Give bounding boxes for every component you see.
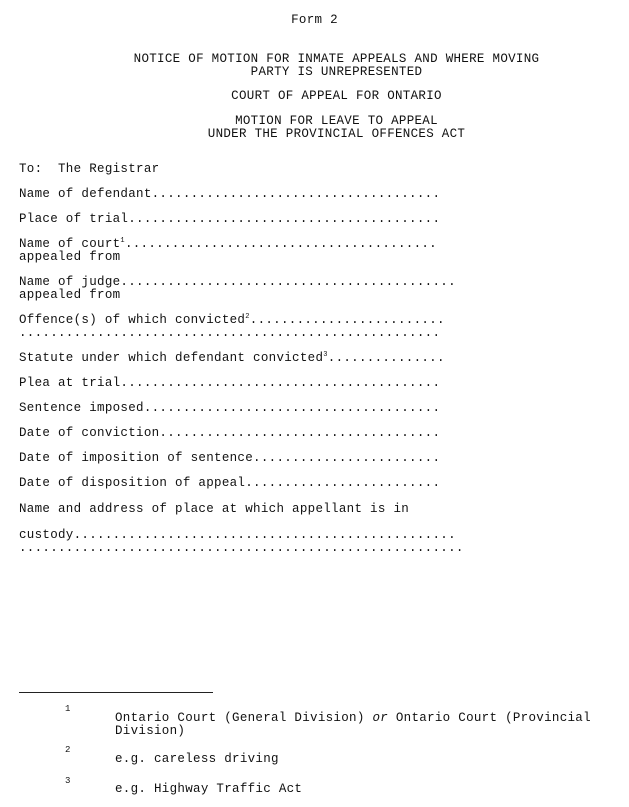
footnote-ref-1: 1 <box>120 237 125 245</box>
field-court-cont: appealed from <box>19 250 121 264</box>
footnote-3-num: 3 <box>65 776 71 786</box>
footnote-ref-2: 2 <box>245 313 250 321</box>
field-custody-cont-2: ......................................................... <box>19 541 464 555</box>
field-sentence: Sentence imposed...................................... <box>19 401 441 415</box>
field-defendant: Name of defendant..................................... <box>19 187 441 201</box>
footnote-1-text-a: Ontario Court (General Division) <box>115 711 373 725</box>
footnote-3-text: e.g. Highway Traffic Act <box>115 782 303 796</box>
field-offence <box>19 313 445 327</box>
footnote-1-or: or <box>372 711 389 725</box>
field-conviction-date: Date of conviction.................................... <box>19 426 441 440</box>
footnote-2-num: 2 <box>65 745 71 755</box>
field-place-of-trial: Place of trial........................................ <box>19 212 441 226</box>
motion-line-2: UNDER THE PROVINCIAL OFFENCES ACT <box>207 127 466 141</box>
field-offence-cont: ...................................................... <box>19 326 441 340</box>
field-court <box>19 237 437 251</box>
footnote-1-num: 1 <box>65 704 71 714</box>
field-disposition-date: Date of disposition of appeal......................... <box>19 476 441 490</box>
field-statute <box>19 351 445 365</box>
field-statute-label: Statute under which defendant convicted <box>19 351 324 365</box>
field-court-dots: ........................................ <box>124 237 437 251</box>
footnote-2-text: e.g. careless driving <box>115 752 279 766</box>
field-statute-dots: ............... <box>327 351 445 365</box>
field-plea: Plea at trial......................................... <box>19 376 441 390</box>
footnote-ref-3: 3 <box>323 351 328 359</box>
court-name: COURT OF APPEAL FOR ONTARIO <box>231 89 442 103</box>
footnote-1-text-b: Ontario Court (Provincial <box>388 711 591 725</box>
field-judge-cont: appealed from <box>19 288 121 302</box>
field-judge: Name of judge........................................... <box>19 275 456 289</box>
field-imposition-date: Date of imposition of sentence........................ <box>19 451 441 465</box>
footnote-1-text <box>115 711 591 725</box>
footnote-rule <box>19 692 213 693</box>
field-offence-dots: ......................... <box>249 313 445 327</box>
field-custody-cont: custody................................................. <box>19 528 456 542</box>
footnote-1-cont: Division) <box>115 724 186 738</box>
addressee: To: The Registrar <box>19 162 160 176</box>
title-line-1: NOTICE OF MOTION FOR INMATE APPEALS AND WHERE MOVING <box>133 52 540 66</box>
motion-line-1: MOTION FOR LEAVE TO APPEAL <box>235 114 438 128</box>
field-custody: Name and address of place at which appellant is in <box>19 502 410 516</box>
field-offence-label: Offence(s) of which convicted <box>19 313 246 327</box>
title-line-2: PARTY IS UNREPRESENTED <box>250 65 423 79</box>
form-label: Form 2 <box>291 13 338 27</box>
field-court-label: Name of court <box>19 237 121 251</box>
